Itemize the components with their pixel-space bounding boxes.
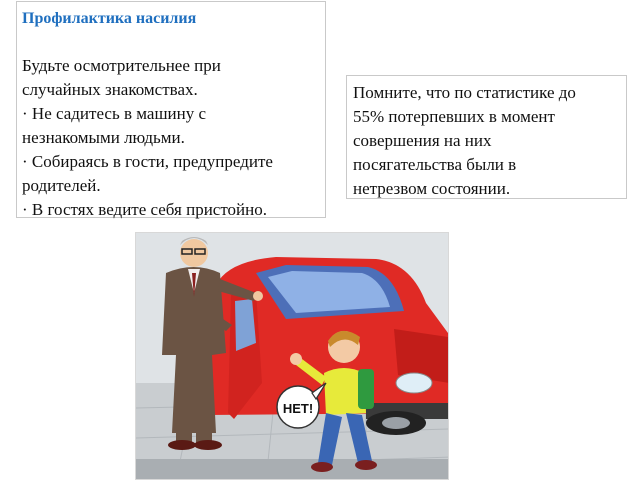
statistics-box [346,75,627,199]
tip-3-line-1: · В гостях ведите себя пристойно. [22,200,267,219]
spacer [22,29,321,54]
tip-2-line-2: родителей. [22,176,101,195]
speech-bubble-text: НЕТ! [282,401,314,416]
prevention-box [16,1,326,218]
intro-line-1: Будьте осмотрительнее при [22,56,221,75]
backpack [358,369,374,409]
tip-1-line-1: · Не садитесь в машину с [22,104,207,123]
curb [136,459,449,480]
intro-line-2: случайных знакомствах. [22,80,198,99]
statistics-line-3: совершения на них [353,131,492,150]
statistics-line-4: посягательства были в [353,155,517,174]
statistics-line-2: 55% потерпевших в момент [353,107,555,126]
statistics-line-5: нетрезвом состоянии. [353,179,511,198]
tip-2-line-1: · Собираясь в гости, предупредите [22,152,273,171]
headlight [396,373,432,393]
prevention-title: Профилактика насилия [22,10,197,27]
illustration-svg [136,233,449,480]
illustration-stranger-car [135,232,449,480]
statistics-line-1: Помните, что по статистике до [353,83,576,102]
tip-1-line-2: незнакомыми людьми. [22,128,185,147]
